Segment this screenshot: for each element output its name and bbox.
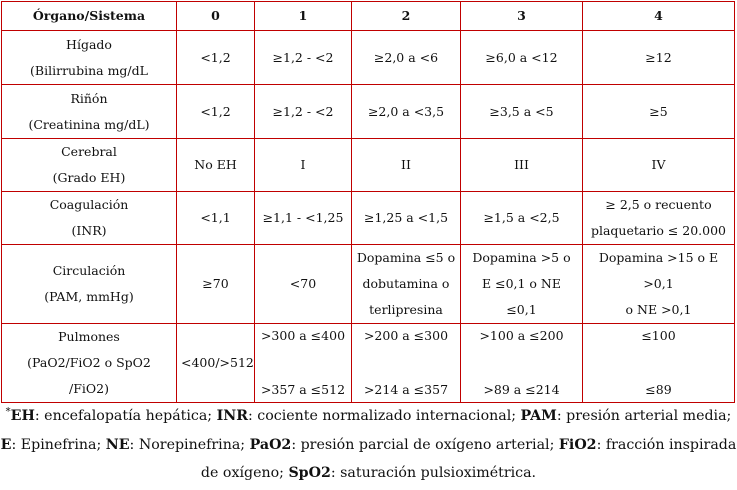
table-row-coagulation [2,192,735,245]
value-line: ≤100 [641,328,676,343]
value-cell: ≥5 [583,85,735,139]
value-line: ≤89 [645,382,672,397]
organ-name: Pulmones [58,329,120,344]
value-cell: ≥1,2 - <2 [255,31,352,85]
organ-name: Hígado [66,36,112,52]
value-cell: III [461,139,583,192]
value-cell: ≥1,5 a <2,5 [461,192,583,245]
abbr-definition: : presión arterial media; [556,408,732,424]
value-line: >100 a ≤200 [479,328,564,343]
abbr-term: FiO2 [558,436,597,453]
value-cell: ≥2,0 a <3,5 [352,85,461,139]
table-row-liver [2,31,735,85]
value-cell [583,245,735,324]
table-footnote [0,402,737,488]
value-line: Dopamina >5 o [472,250,571,265]
value-line: plaquetario ≤ 20.000 [590,223,727,238]
organ-unit: (Bilirrubina mg/dL [30,62,148,78]
organ-unit: (Grado EH) [52,170,126,185]
organ-unit: (INR) [71,223,107,238]
value-cell: ≥6,0 a <12 [461,31,583,85]
value-cell: ≥70 [177,245,255,324]
organ-cell [2,31,177,85]
table-row-kidney [2,85,735,139]
value-line: dobutamina o [362,276,450,291]
abbr-definition: : Norepinefrina; [129,436,250,453]
value-cell: ≥2,0 a <6 [352,31,461,85]
abbr-term: E [0,436,12,453]
value-line: >89 a ≤214 [483,382,560,397]
abbr-definition: de oxígeno; [200,465,289,481]
organ-unit: (Creatinina mg/dL) [28,116,150,132]
header-score-0: 0 [177,2,255,31]
abbr-term: PAM [520,408,557,424]
organ-unit: (PaO2/FiO2 o SpO2 /FiO2) [27,355,151,396]
value-cell [255,324,352,403]
organ-cell [2,324,177,403]
abbr-definition: : fracción inspirada [596,436,737,453]
value-cell: <1,1 [177,192,255,245]
value-cell: I [255,139,352,192]
value-cell: <400/>512 [177,324,255,403]
value-cell: No EH [177,139,255,192]
table-row-circulation [2,245,735,324]
table-row-brain [2,139,735,192]
value-cell [352,324,461,403]
header-organ: Órgano/Sistema [2,2,177,31]
header-score-3: 3 [461,2,583,31]
organ-name: Coagulación [49,197,129,212]
organ-unit: (PAM, mmHg) [44,289,134,304]
table-row-lungs [2,324,735,403]
header-score-4: 4 [583,2,735,31]
footnote-star: * [5,406,11,418]
value-line: E ≤0,1 o NE ≤0,1 [482,276,561,317]
organ-name: Riñón [70,90,108,106]
value-cell [461,324,583,403]
value-line: >357 a ≤512 [260,382,346,397]
header-score-2: 2 [352,2,461,31]
organ-cell [2,245,177,324]
value-cell: <70 [255,245,352,324]
value-line: >214 a ≤357 [363,382,449,397]
value-line: >300 a ≤400 [260,328,346,343]
footnote-line [0,459,737,488]
organ-name: Cerebral [61,144,117,159]
value-cell [583,324,735,403]
value-line: >200 a ≤300 [363,328,449,343]
value-cell [352,245,461,324]
header-score-1: 1 [255,2,352,31]
organ-name: Circulación [52,263,126,278]
footnote-line [0,402,737,431]
value-line: Dopamina >15 o E >0,1 [598,250,719,291]
organ-failure-score-table [1,1,735,403]
value-cell: ≥3,5 a <5 [461,85,583,139]
value-cell: ≥1,2 - <2 [255,85,352,139]
abbr-definition: : cociente normalizado internacional; [248,408,521,424]
value-cell: IV [583,139,735,192]
abbr-term: PaO2 [249,436,292,453]
abbr-definition: : presión parcial de oxígeno arterial; [291,436,559,453]
value-cell: ≥1,1 - <1,25 [255,192,352,245]
value-cell: <1,2 [177,85,255,139]
organ-cell [2,192,177,245]
abbr-definition: : Epinefrina; [11,436,106,453]
abbr-definition: : saturación pulsioximétrica. [330,465,537,481]
value-line: ≥ 2,5 o recuento [605,197,712,212]
abbr-term: SpO2 [288,465,331,481]
abbr-term: EH [10,408,35,424]
value-cell [583,192,735,245]
value-line: terlipresina [369,302,443,317]
value-cell: ≥12 [583,31,735,85]
abbr-definition: : encefalopatía hepática; [34,408,217,424]
value-cell: II [352,139,461,192]
value-cell [461,245,583,324]
header-row [2,2,735,31]
footnote-line [0,431,737,460]
value-line: o NE >0,1 [625,302,692,317]
value-cell: ≥1,25 a <1,5 [352,192,461,245]
abbr-term: NE [105,436,130,453]
value-line: Dopamina ≤5 o [356,250,456,265]
organ-cell [2,85,177,139]
organ-cell [2,139,177,192]
abbr-term: INR [216,408,249,424]
value-cell: <1,2 [177,31,255,85]
